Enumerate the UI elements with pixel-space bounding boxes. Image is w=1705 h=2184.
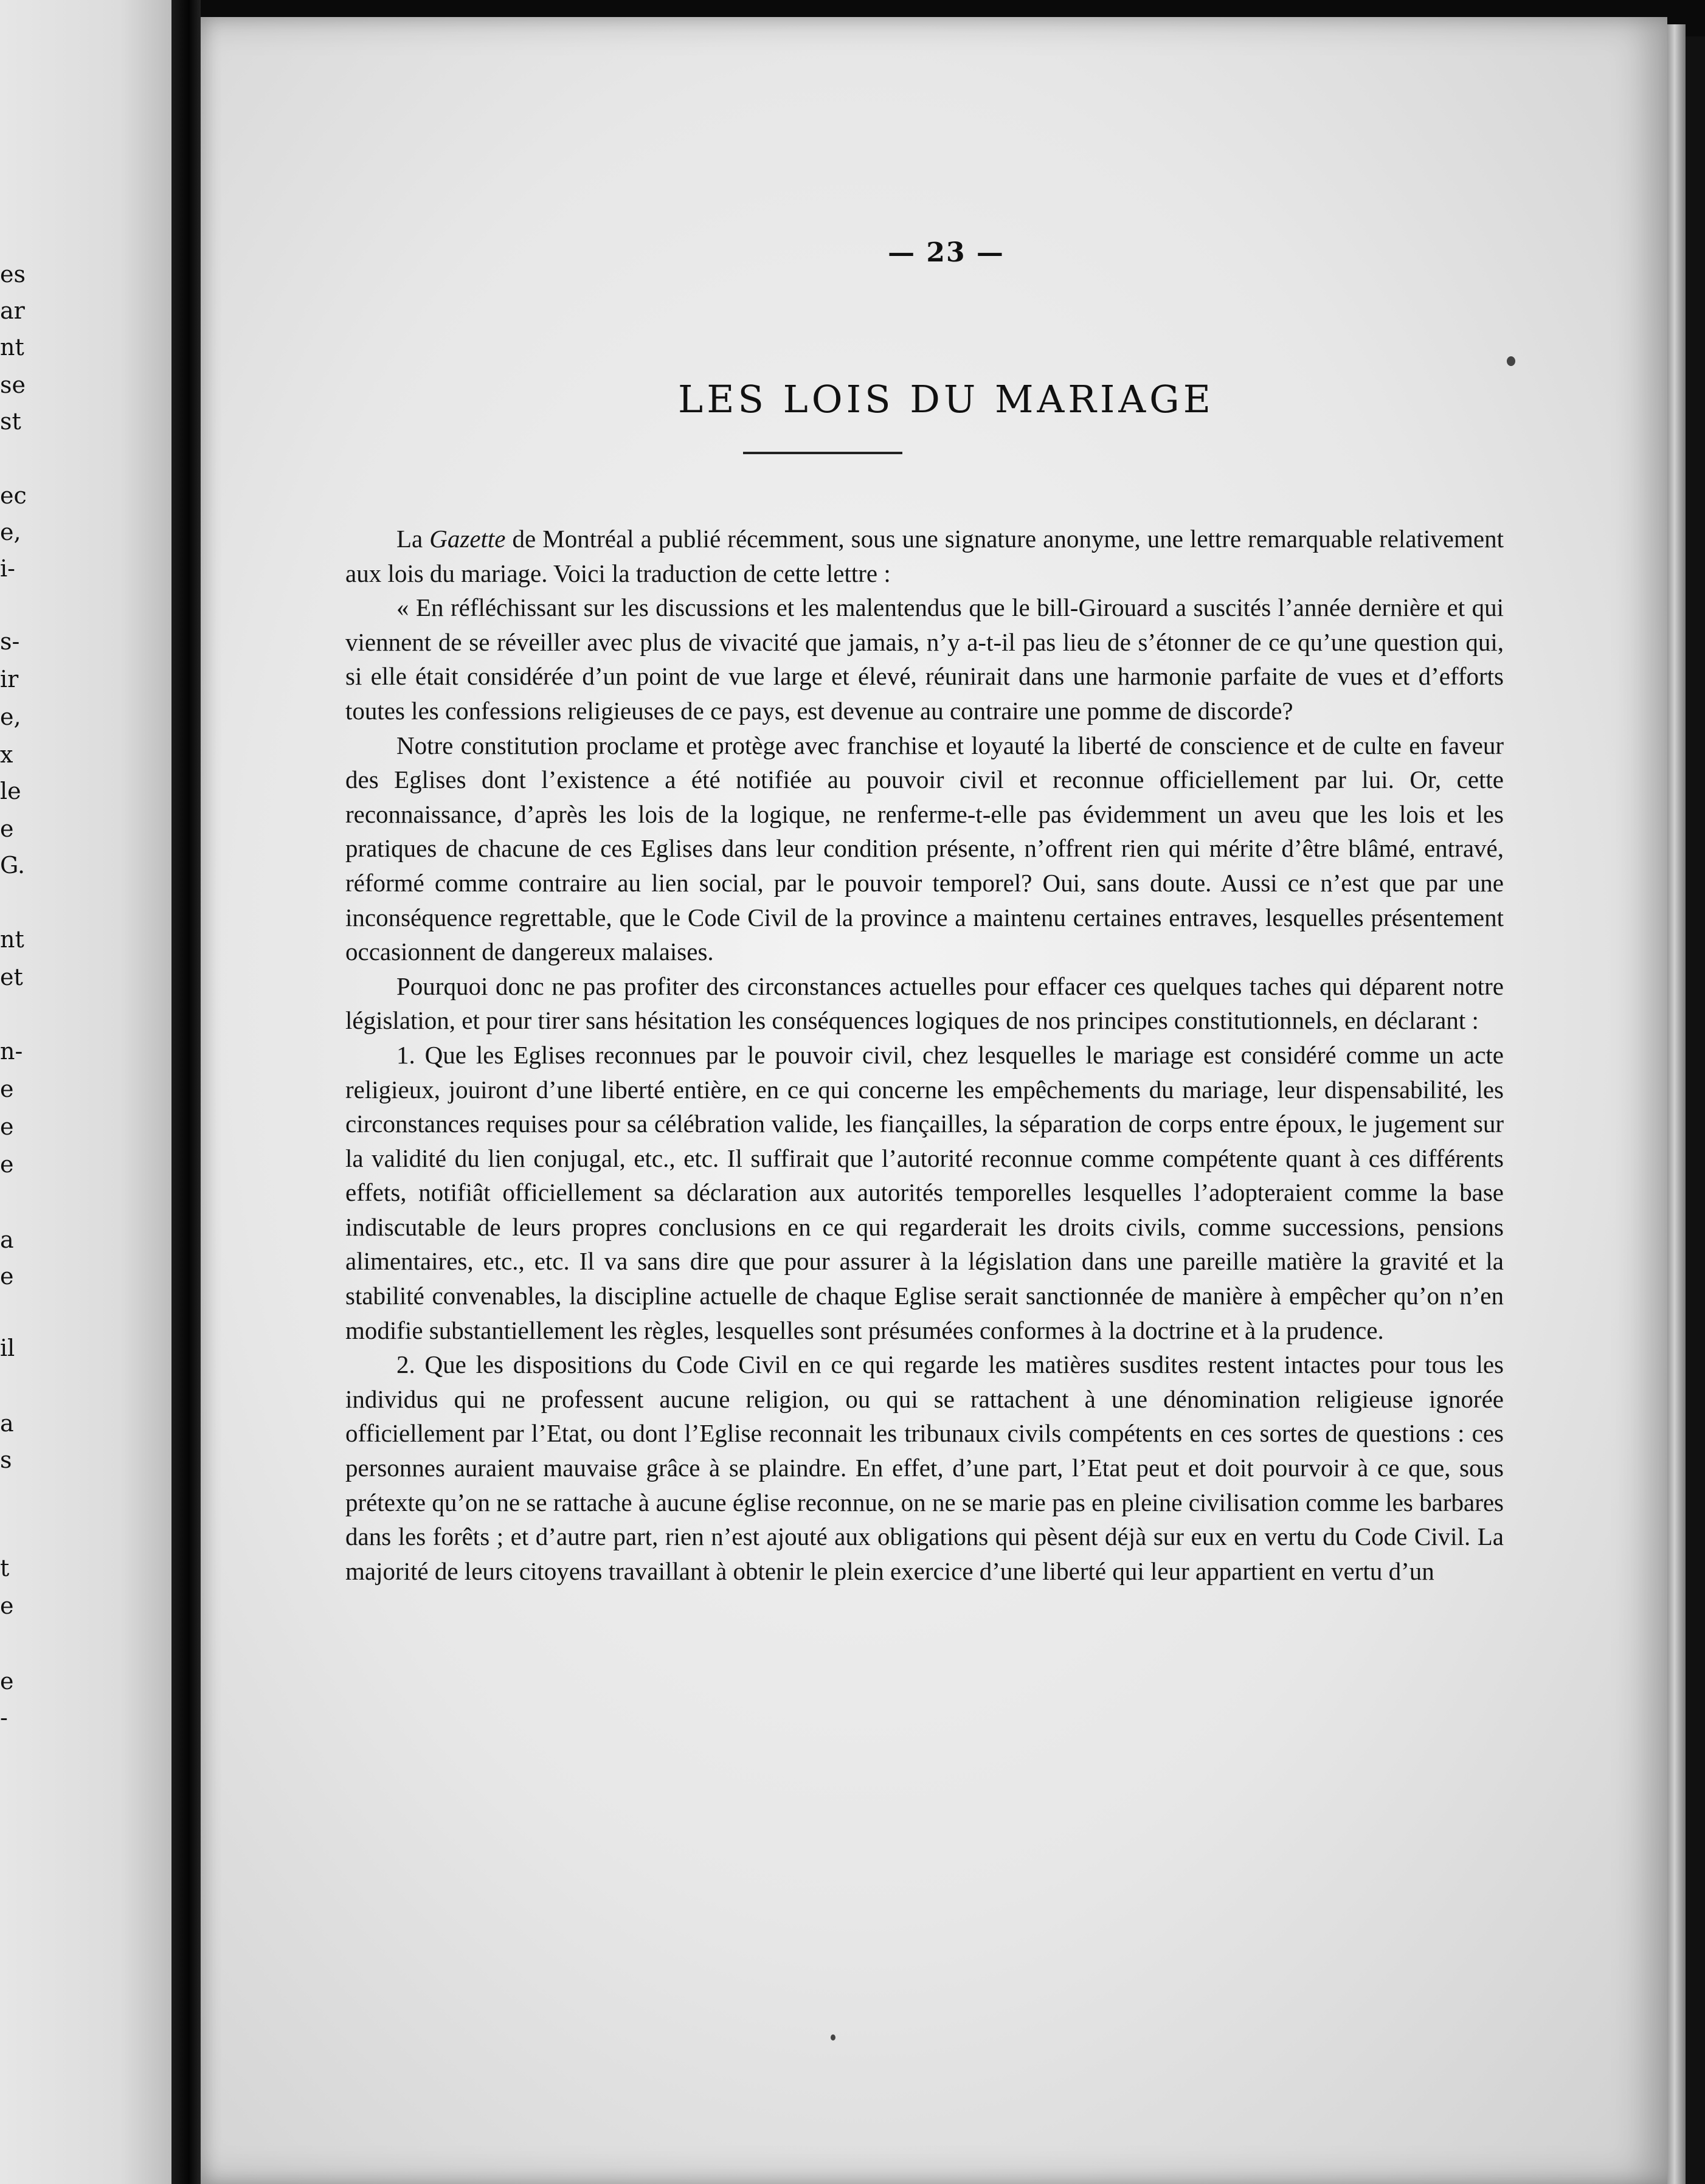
left-fragment: e <box>0 1151 14 1178</box>
left-fragment: il <box>0 1335 15 1361</box>
left-fragment: le <box>0 778 21 804</box>
left-fragment: nt <box>0 334 24 361</box>
left-fragment: G. <box>0 852 26 879</box>
left-fragment: es <box>0 261 26 288</box>
left-fragment: nt <box>0 926 24 953</box>
left-fragment: t <box>0 1555 10 1581</box>
paragraph-5: 1. Que les Eglises reconnues par le pouvoir civil, chez lesquelles le mariage est considéré comme un acte religieux, jouiront d’une liberté entière, en ce qui concerne les empêchements du mariage, leur dispensabilité, les circonstances requises pour sa célébration valide, les fiançailles, la séparation de corps entre époux, le jugement sur la validité du lien conjugal, etc., etc. Il suffirait que l’autorité reconnue comme compétente quant à ces différents effets, notifiât officiellement sa déclaration aux autorités temporelles lesquelles l’adopteraient comme la base indiscutable de leurs propres conclusions en ce qui regarderait les droits civils, comme successions, pensions alimentaires, etc., etc. Il va sans dire que pour assurer à la législation dans une pareille matière la gravité et la stabilité convenables, la discipline actuelle de chaque Eglise serait sanctionnée de manière à empêcher qu’on n’en modifie substantiellement les règles, lesquelles sont présumées conformes à la doctrine et à la prudence. <box>345 1040 1504 1344</box>
left-fragment: se <box>0 371 26 398</box>
left-fragment: x <box>0 741 13 768</box>
paragraph-2: « En réfléchissant sur les discussions et les malentendus que le bill-Girouard a suscités l’année dernière et qui viennent de se réveiller avec plus de vivacité que jamais, n’y a-t-il pas lieu de s’étonner de ce qu’une question qui, si elle était considérée d’un point de vue large et élevé, réunirait dans une harmonie parfaite de vues et d’efforts toutes les confessions religieuses de ce pays, est devenue au contraire une pomme de discorde? <box>345 593 1504 725</box>
left-fragment: s- <box>0 628 20 655</box>
left-fragment: a <box>0 1226 14 1253</box>
left-fragment: e <box>0 1113 14 1140</box>
left-fragment: e <box>0 815 14 842</box>
book-gutter <box>171 0 201 2184</box>
paper-speck <box>831 2034 835 2041</box>
left-fragment: - <box>0 1704 8 1731</box>
left-fragment: e <box>0 1076 14 1102</box>
left-fragment: ec <box>0 482 27 509</box>
left-fragment: e <box>0 1668 14 1695</box>
left-fragment: e <box>0 1263 14 1290</box>
paragraph-4: Pourquoi donc ne pas profiter des circonstances actuelles pour effacer ces quelques taches qui déparent notre législation, et pour tirer sans hésitation les conséquences logiques de nos principes constitutionnels, en déclarant : <box>345 972 1504 1035</box>
left-fragment: ir <box>0 666 19 693</box>
main-page <box>201 17 1667 2184</box>
title-rule <box>743 452 902 454</box>
left-fragment: st <box>0 408 21 435</box>
left-fragment: ar <box>0 297 25 324</box>
paper-speck <box>1507 356 1515 366</box>
left-fragment: a <box>0 1410 14 1437</box>
left-facing-page <box>0 0 171 2184</box>
scan-border <box>1686 36 1705 2184</box>
page-number: — 23 — <box>888 237 1005 268</box>
left-fragment: i- <box>0 555 15 582</box>
paragraph-6: 2. Que les dispositions du Code Civil en ce qui regarde les matières susdites restent intactes pour tous les individus qui ne professent aucune religion, ou qui se rattachent à une dénomination religieuse ignorée officiellement par l’Etat, ou dont l’Eglise reconnait les tribunaux civils compétents en ces sortes de questions : ces personnes auraient mauvaise grâce à se plaindre. En effet, d’une part, l’Etat peut et doit pourvoir à ce que, sous prétexte qu’on ne se rattache à aucune église reconnue, on ne se marie pas en pleine civilisation comme les barbares dans les forêts ; et d’autre part, rien n’est ajouté aux obligations qui pèsent déjà sur eux en vertu du Code Civil. La majorité de leurs citoyens travaillant à obtenir le plein exercice d’une liberté qui leur appartient en vertu d’un <box>345 1350 1504 1585</box>
paragraph-1: La Gazette de Montréal a publié récemment, sous une signature anonyme, une lettre remarquable relativement aux lois du mariage. Voici la traduction de cette lettre : <box>345 525 1504 587</box>
left-fragment: s <box>0 1446 12 1473</box>
paragraph-3: Notre constitution proclame et protège avec franchise et loyauté la liberté de conscience et de culte en faveur des Eglises dont l’existence a été notifiée au pouvoir civil et reconnue officiellement par lui. Or, cette reconnaissance, d’après les lois de la logique, ne renferme-t-elle pas évidemment un aveu que les lois et les pratiques de chacune de ces Eglises dans leur condition présente, n’offrent rien qui mérite d’être blâmé, entravé, réformé comme contraire au lien social, par le pouvoir temporel? Oui, sans doute. Aussi ce n’est que par une inconséquence regrettable, que le Code Civil de la province a maintenu certaines entraves, lesquelles présentement occasionnent de dangereux malaises. <box>345 731 1504 966</box>
left-fragment: n- <box>0 1038 23 1065</box>
newspaper-name: Gazette <box>429 525 506 553</box>
left-fragment: e, <box>0 703 21 730</box>
left-fragment: et <box>0 964 23 990</box>
left-fragment: e, <box>0 519 21 545</box>
body-text <box>345 522 1504 1588</box>
page-edge <box>1667 24 1686 2184</box>
left-fragment: e <box>0 1592 14 1619</box>
page-title: LES LOIS DU MARIAGE <box>678 377 1214 421</box>
